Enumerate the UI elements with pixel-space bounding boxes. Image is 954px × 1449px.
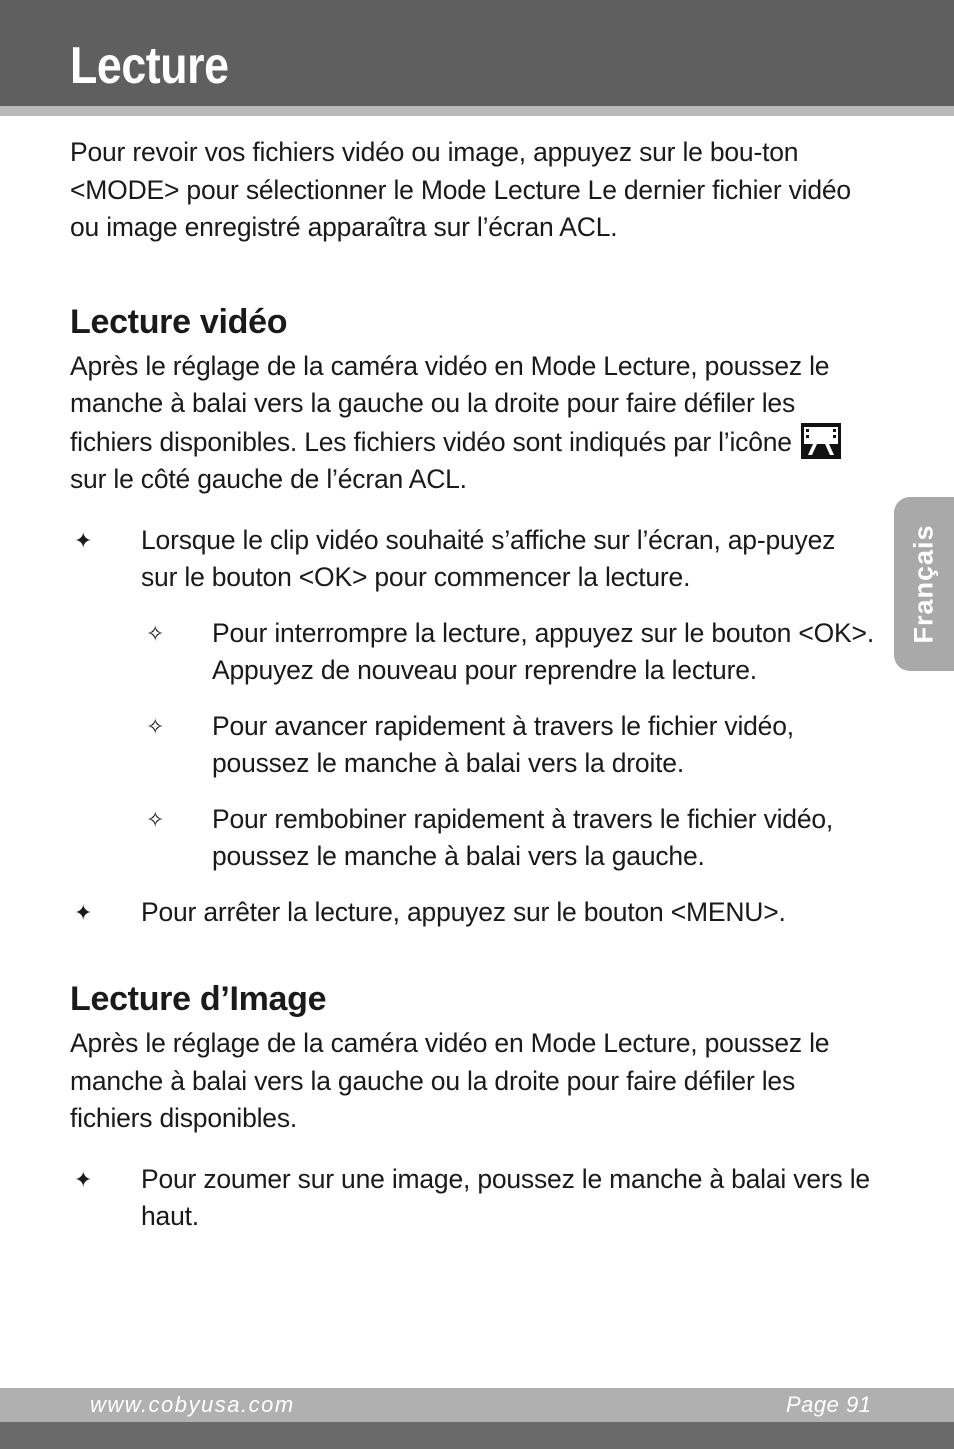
list-item (70, 522, 871, 597)
video-section-paragraph (70, 348, 860, 499)
intro-paragraph: Pour revoir vos fichiers vidéo ou image, appuyez sur le bou-ton <MODE> pour sélectionner le Mode Lecture Le dernier fichier vidéo ou image enregistré apparaîtra sur l’écran ACL. (70, 137, 851, 242)
bullet-marker: ✦ (74, 899, 93, 925)
sub-bullet-text: Pour rembobiner rapidement à travers le fichier vidéo, poussez le manche à balai vers la gauche. (212, 803, 834, 871)
footer-bottom-bar (0, 1422, 954, 1449)
video-paragraph-text-end: sur le côté gauche de l’écran ACL. (70, 464, 467, 494)
video-section-heading: Lecture vidéo (70, 302, 288, 341)
sub-bullet-text: Pour interrompre la lecture, appuyez sur le bouton <OK>. Appuyez de nouveau pour reprendre la lecture. (212, 617, 874, 685)
bullet-text: Pour zoumer sur une image, poussez le manche à balai vers le haut. (141, 1163, 870, 1231)
bullet-marker: ✦ (74, 1166, 93, 1192)
list-item (70, 708, 884, 783)
video-paragraph-text: Après le réglage de la caméra vidéo en Mode Lecture, poussez le manche à balai vers la gauche ou la droite pour faire défiler les fichiers disponibles. Les fichiers vidéo sont indiqués par l’icône (70, 350, 830, 457)
footer-url: www.cobyusa.com (90, 1392, 295, 1417)
sub-bullet-text: Pour avancer rapidement à travers le fichier vidéo, poussez le manche à balai vers la droite. (212, 710, 794, 778)
image-section-paragraph: Après le réglage de la caméra vidéo en Mode Lecture, poussez le manche à balai vers la gauche ou la droite pour faire défiler les fichiers disponibles. (70, 1028, 830, 1133)
film-icon (801, 423, 841, 459)
list-item (70, 1161, 871, 1236)
bullet-marker: ✦ (74, 527, 93, 553)
sub-bullet-marker: ✧ (146, 713, 165, 739)
main-content (70, 134, 874, 1236)
image-section-heading: Lecture d’Image (70, 980, 327, 1018)
list-item (70, 801, 884, 876)
list-item (70, 615, 884, 690)
language-tab (894, 497, 954, 671)
bullet-text: Pour arrêter la lecture, appuyez sur le bouton <MENU>. (141, 896, 786, 927)
bullet-text: Lorsque le clip vidéo souhaité s’affiche sur l’écran, ap-puyez sur le bouton <OK> pour commencer la lecture. (141, 524, 836, 592)
header-stripe (0, 106, 954, 116)
language-tab-label: Français (908, 524, 939, 644)
page-title: Lecture (70, 37, 229, 95)
sub-bullet-marker: ✧ (146, 620, 165, 646)
list-item (70, 894, 871, 932)
page-number: Page 91 (786, 1392, 872, 1417)
sub-bullet-marker: ✧ (146, 806, 165, 832)
